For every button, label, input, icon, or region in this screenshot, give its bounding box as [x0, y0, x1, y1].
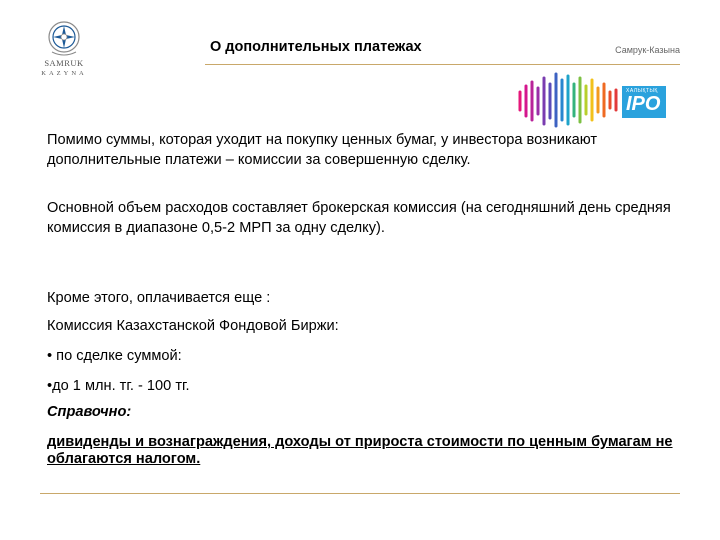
logo-word-samruk: SAMRUK [44, 58, 84, 68]
logo-word-kazyna: KAZYNA [41, 70, 87, 77]
header-organization: Самрук-Казына [615, 45, 680, 55]
list-item-by-deal-amount: • по сделке суммой: [47, 348, 182, 364]
paragraph-extra-payments: Помимо суммы, которая уходит на покупку ценных бумаг, у инвестора возникают дополнительные платежи – комиссии за совершенную сделку. [47, 132, 598, 168]
peoples-ipo-logo [514, 70, 674, 128]
emblem-icon [38, 18, 90, 58]
paragraph-kase-commission: Комиссия Казахстанской Фондовой Биржи: [47, 318, 339, 334]
ipo-badge-small-text: ХАЛЫҚТЫҚ [626, 88, 658, 94]
tax-exemption-note: дивиденды и вознаграждения, доходы от прироста стоимости по ценным бумагам не облагаются налогом. [47, 434, 673, 467]
page-title: О дополнительных платежах [210, 39, 422, 55]
paragraph-broker-commission: Основной объем расходов составляет брокерская комиссия (на сегодняшний день средняя комиссия в диапазоне 0,5-2 МРП за одну сделку). [47, 200, 671, 236]
ipo-badge-big-text: IPO [626, 93, 661, 115]
paragraph-also-paid: Кроме этого, оплачивается еще : [47, 290, 271, 306]
reference-heading: Справочно: [47, 404, 132, 420]
header-divider [205, 64, 680, 65]
ipo-bars-icon [514, 70, 624, 128]
list-item-up-to-1m: •до 1 млн. тг. - 100 тг. [47, 378, 190, 394]
samruk-kazyna-logo [38, 18, 90, 84]
footer-divider [40, 493, 680, 494]
ipo-badge [622, 86, 666, 118]
